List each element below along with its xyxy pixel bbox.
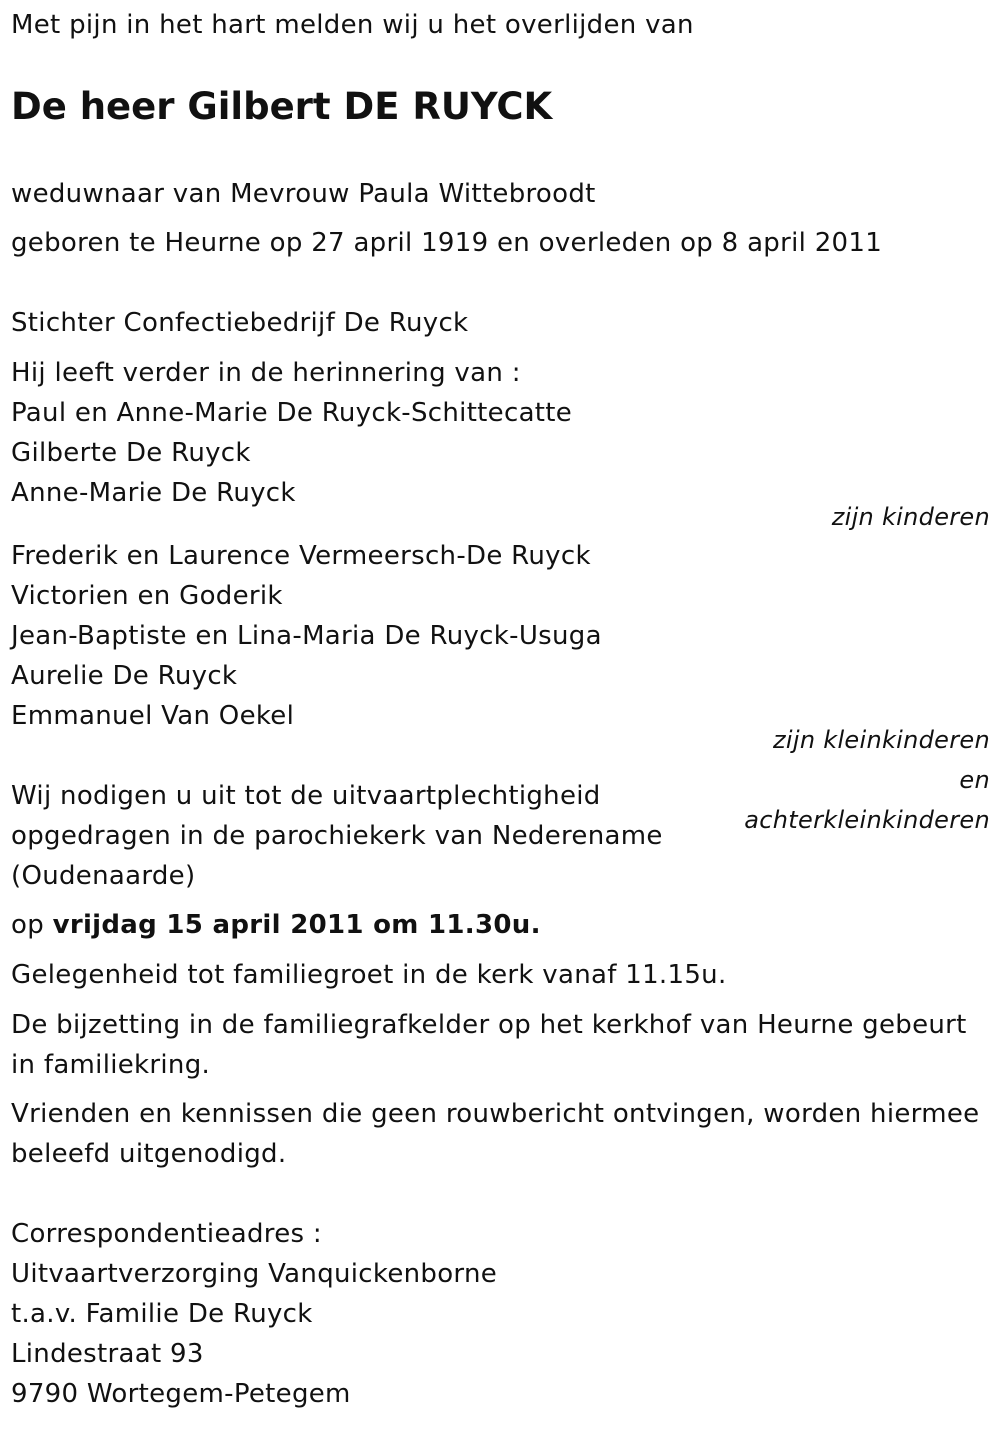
memory-intro: Hij leeft verder in de herinnering van : bbox=[11, 358, 521, 388]
friends-text: beleefd uitgenodigd. bbox=[11, 1139, 287, 1169]
children-label: zijn kinderen bbox=[831, 503, 990, 531]
burial-text: in familiekring. bbox=[11, 1050, 211, 1080]
grandchild-name: Jean-Baptiste en Lina-Maria De Ruyck-Usuga bbox=[11, 621, 602, 651]
invite-text: opgedragen in de parochiekerk van Nederename bbox=[11, 821, 663, 851]
intro-text: Met pijn in het hart melden wij u het overlijden van bbox=[11, 10, 694, 40]
grandchildren-label-and: en bbox=[959, 766, 990, 794]
burial-text: De bijzetting in de familiegrafkelder op het kerkhof van Heurne gebeurt bbox=[11, 1010, 967, 1040]
widower-text: weduwnaar van Mevrouw Paula Wittebroodt bbox=[11, 179, 596, 209]
deceased-name: De heer Gilbert DE RUYCK bbox=[11, 85, 553, 128]
correspondence-heading: Correspondentieadres : bbox=[11, 1219, 322, 1249]
friends-text: Vrienden en kennissen die geen rouwbericht ontvingen, worden hiermee bbox=[11, 1099, 980, 1129]
correspondence-line: 9790 Wortegem-Petegem bbox=[11, 1379, 351, 1409]
date-prefix: op bbox=[11, 910, 45, 940]
date-value: vrijdag 15 april 2011 om 11.30u. bbox=[52, 910, 541, 940]
birth-death-text: geboren te Heurne op 27 april 1919 en overleden op 8 april 2011 bbox=[11, 228, 883, 258]
grandchildren-label: zijn kleinkinderen bbox=[772, 726, 990, 754]
grandchild-name: Aurelie De Ruyck bbox=[11, 661, 238, 691]
great-grandchildren-label: achterkleinkinderen bbox=[744, 806, 990, 834]
correspondence-line: Uitvaartverzorging Vanquickenborne bbox=[11, 1259, 498, 1289]
invite-text: (Oudenaarde) bbox=[11, 861, 196, 891]
grandchild-name: Frederik en Laurence Vermeersch-De Ruyck bbox=[11, 541, 591, 571]
child-name: Gilberte De Ruyck bbox=[11, 438, 251, 468]
correspondence-line: t.a.v. Familie De Ruyck bbox=[11, 1299, 313, 1329]
correspondence-line: Lindestraat 93 bbox=[11, 1339, 204, 1369]
invite-text: Wij nodigen u uit tot de uitvaartplechtigheid bbox=[11, 781, 601, 811]
grandchild-name: Victorien en Goderik bbox=[11, 581, 283, 611]
funeral-date bbox=[11, 905, 541, 945]
child-name: Paul en Anne-Marie De Ruyck-Schittecatte bbox=[11, 398, 573, 428]
child-name: Anne-Marie De Ruyck bbox=[11, 478, 296, 508]
founder-text: Stichter Confectiebedrijf De Ruyck bbox=[11, 308, 469, 338]
grandchild-name: Emmanuel Van Oekel bbox=[11, 701, 295, 731]
greeting-text: Gelegenheid tot familiegroet in de kerk vanaf 11.15u. bbox=[11, 960, 727, 990]
